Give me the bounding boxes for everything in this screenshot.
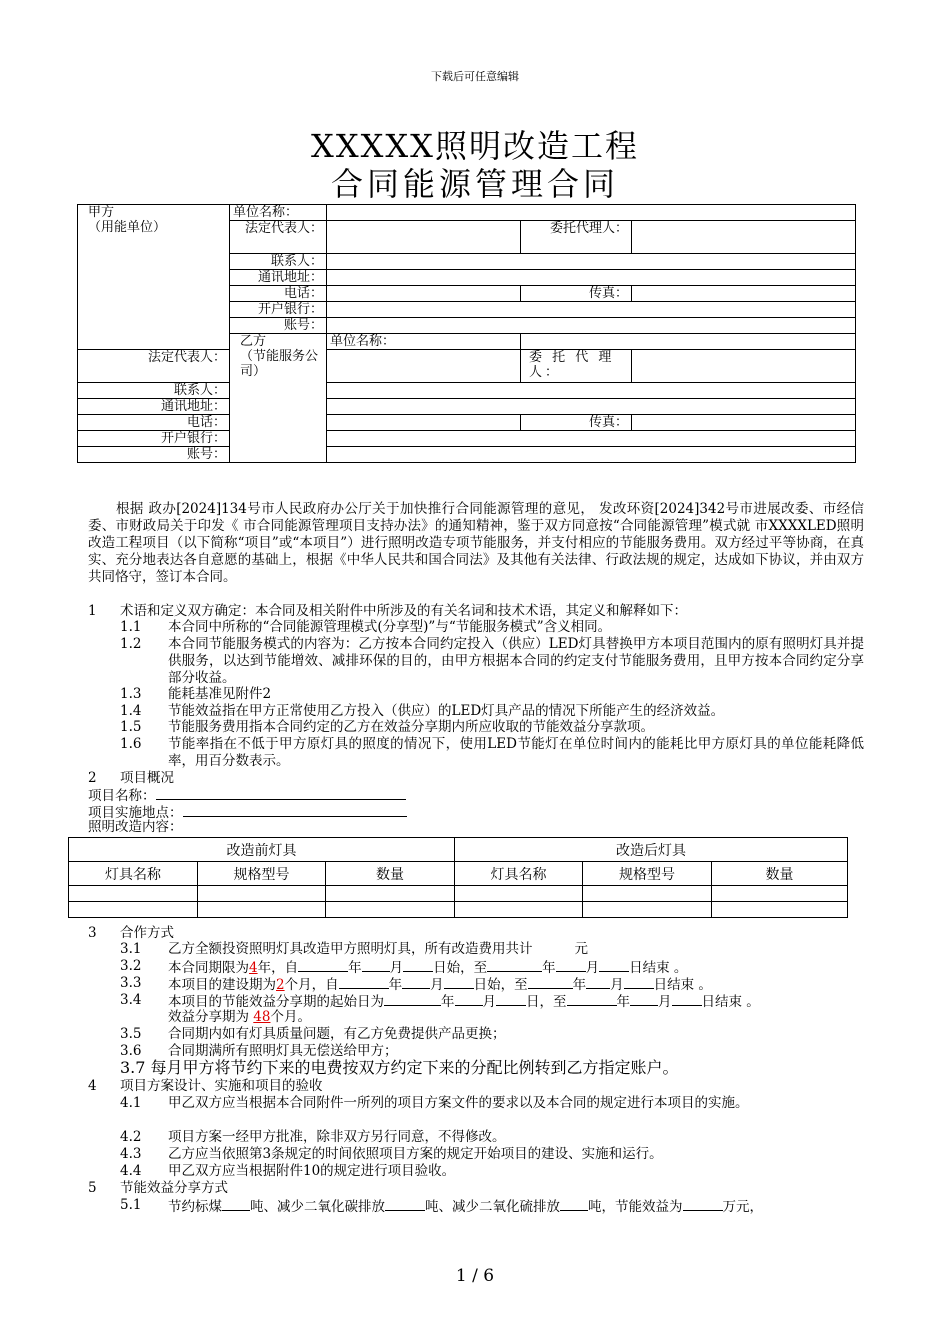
lamp-col-before-qty: 数量 bbox=[326, 862, 455, 886]
sec4-title: 项目方案设计、实施和项目的验收 bbox=[120, 1078, 323, 1094]
party-b-account-value bbox=[327, 447, 856, 463]
sec3-6-num: 3.6 bbox=[120, 1043, 142, 1059]
sec1-item-num: 1.4 bbox=[120, 703, 142, 719]
lamp-col-after-name: 灯具名称 bbox=[455, 862, 583, 886]
sec5-1-text: 节约标煤 吨、减少二氧化碳排放 吨、减少二氧化硫排放 吨，节能效益为 万元， bbox=[168, 1199, 763, 1215]
party-b-name: 乙方 bbox=[240, 334, 267, 349]
sec3-3-num: 3.3 bbox=[120, 975, 142, 991]
party-b-phone-label: 电话： bbox=[78, 415, 230, 431]
party-a-account-value bbox=[327, 318, 856, 334]
party-a-contact-value bbox=[327, 254, 856, 270]
sec3-2-text: 本合同期限为4年，自 年 月 日始，至 年 月 日结束 。 bbox=[168, 960, 688, 976]
intro-paragraph: 根据 政办[2024]134号市人民政府办公厅关于加快推行合同能源管理的意见， 发改环资[2024]342号市进展改委、市经信委、市财政局关于印发《 市合同能源管理项目支持办法》的通知精神，鉴于双方同意按“合同能源管理”模式就 市XXXXLED照明改造工程项目（以下简称“项目”或“本项目”）进行照明改造专项节能服务，并支付相应的节能服务费用。双方经过平等协商，在真实、充分地表达各自意愿的基础上，根据《中华人民共和国合同法》及其他有关法律、行政法规的规定，达成如下协议，并由双方共同恪守，签订本合同。 bbox=[88, 501, 864, 585]
sec1-item-num: 1.6 bbox=[120, 736, 142, 752]
party-b-role: （节能服务公司） bbox=[240, 349, 319, 379]
sec1-item-text: 节能率指在不低于甲方原灯具的照度的情况下，使用LED节能灯在单位时间内的能耗比甲方原灯具的单位能耗降低率，用百分数表示。 bbox=[168, 736, 864, 769]
party-b-unit-name-value bbox=[521, 334, 856, 350]
party-a-phone-label: 电话： bbox=[230, 286, 327, 302]
sec2-num: 2 bbox=[88, 770, 97, 786]
sec1-item-text: 节能服务费用指本合同约定的乙方在效益分享期内所应收取的节能效益分享款项。 bbox=[168, 719, 654, 735]
lamp-table-row bbox=[69, 886, 848, 902]
project-site-label: 项目实施地点： bbox=[88, 805, 183, 821]
sec4-item-num: 4.4 bbox=[120, 1163, 142, 1179]
party-a-address-value bbox=[327, 270, 856, 286]
sec4-num: 4 bbox=[88, 1078, 97, 1094]
parties-table bbox=[77, 204, 856, 463]
renovation-content-label: 照明改造内容： bbox=[88, 819, 183, 835]
party-b-agent-label: 委 托 代 理人： bbox=[521, 350, 632, 383]
party-a-legal-rep-value bbox=[327, 221, 521, 254]
contract-term-value: 4 bbox=[249, 960, 258, 976]
sharing-period-value: 48 bbox=[253, 1009, 271, 1025]
sec4-item-num: 4.1 bbox=[120, 1095, 142, 1111]
sec1-item-text: 节能效益指在甲方正常使用乙方投入（供应）的LED灯具产品的情况下所能产生的经济效益。 bbox=[168, 703, 725, 719]
party-a-agent-value bbox=[632, 221, 856, 254]
party-b-legal-rep-label: 法定代表人： bbox=[78, 350, 230, 383]
lamp-table-after-header: 改造后灯具 bbox=[455, 838, 848, 862]
sec3-1-text: 乙方全额投资照明灯具改造甲方照明灯具，所有改造费用共计 元 bbox=[168, 941, 588, 957]
lamp-col-before-spec: 规格型号 bbox=[198, 862, 326, 886]
construction-period-value: 2 bbox=[276, 977, 285, 993]
party-b-bank-value bbox=[327, 431, 856, 447]
sec3-7-text: 3.7 每月甲方将节约下来的电费按双方约定下来的分配比例转到乙方指定账户。 bbox=[120, 1058, 679, 1077]
sec3-5-num: 3.5 bbox=[120, 1026, 142, 1042]
contract-title-line2: 合同能源管理合同 bbox=[330, 165, 619, 203]
lamp-col-after-spec: 规格型号 bbox=[583, 862, 712, 886]
sec4-item-num: 4.3 bbox=[120, 1146, 142, 1162]
sec1-item-num: 1.1 bbox=[120, 619, 142, 635]
lamp-table-row bbox=[69, 902, 848, 918]
sec4-item-text: 乙方应当依照第3条规定的时间依照项目方案的规定开始项目的建设、实施和运行。 bbox=[168, 1146, 663, 1162]
project-site-blank bbox=[183, 803, 407, 817]
project-name-blank bbox=[156, 786, 406, 800]
party-a-address-label: 通讯地址： bbox=[230, 270, 327, 286]
sec1-item-num: 1.5 bbox=[120, 719, 142, 735]
sec4-item-text: 甲乙双方应当根据本合同附件一所列的项目方案文件的要求以及本合同的规定进行本项目的实施。 bbox=[168, 1095, 749, 1111]
party-a-name: 甲方 bbox=[88, 205, 115, 220]
sec3-5-text: 合同期内如有灯具质量问题，有乙方免费提供产品更换； bbox=[168, 1026, 506, 1042]
lamp-col-before-name: 灯具名称 bbox=[69, 862, 198, 886]
sec3-4-num: 3.4 bbox=[120, 992, 142, 1008]
sec3-1-num: 3.1 bbox=[120, 941, 142, 957]
party-a-legal-rep-label: 法定代表人： bbox=[230, 221, 327, 254]
lamp-table bbox=[68, 837, 848, 918]
sec3-num: 3 bbox=[88, 925, 97, 941]
sec3-3-text: 本项目的建设期为2个月，自 年 月 日始，至 年 月 日结束 。 bbox=[168, 977, 712, 993]
sec1-title: 术语和定义双方确定：本合同及相关附件中所涉及的有关名词和技术术语，其定义和解释如下： bbox=[120, 603, 687, 619]
party-a-fax-label: 传真： bbox=[521, 286, 632, 302]
sec4-item-text: 甲乙双方应当根据附件10的规定进行项目验收。 bbox=[168, 1163, 456, 1179]
party-b-bank-label: 开户银行： bbox=[78, 431, 230, 447]
party-a-contact-label: 联系人： bbox=[230, 254, 327, 270]
sec3-2-num: 3.2 bbox=[120, 958, 142, 974]
sec1-num: 1 bbox=[88, 603, 97, 619]
party-a-role: （用能单位） bbox=[88, 220, 167, 235]
sec1-item-text: 本合同中所称的“合同能源管理模式(分享型)”与“节能服务模式”含义相同。 bbox=[168, 619, 612, 635]
party-a-unit-name-value bbox=[327, 205, 856, 221]
party-b-fax-value bbox=[632, 415, 856, 431]
party-a-cell bbox=[78, 205, 230, 350]
lamp-table-before-header: 改造前灯具 bbox=[69, 838, 455, 862]
party-a-unit-name-label: 单位名称： bbox=[230, 205, 327, 221]
party-b-legal-rep-value bbox=[327, 350, 521, 383]
sec1-item-num: 1.3 bbox=[120, 686, 142, 702]
party-b-contact-value bbox=[327, 383, 856, 399]
sec3-4-text-cont: 效益分享期为 48个月。 bbox=[168, 1009, 311, 1025]
sec4-item-num: 4.2 bbox=[120, 1129, 142, 1145]
project-name-label: 项目名称： bbox=[88, 788, 156, 804]
party-b-agent-value bbox=[632, 350, 856, 383]
party-a-agent-label: 委托代理人： bbox=[521, 221, 632, 254]
sec5-title: 节能效益分享方式 bbox=[120, 1180, 228, 1196]
sec3-4-text: 本项目的节能效益分享期的起始日为 年 月 日，至 年 月 日结束 。 bbox=[168, 994, 760, 1010]
sec1-item-num: 1.2 bbox=[120, 636, 142, 652]
party-b-account-label: 账号： bbox=[78, 447, 230, 463]
sec1-item-text: 本合同节能服务模式的内容为：乙方按本合同约定投入（供应）LED灯具替换甲方本项目范围内的原有照明灯具并提供服务，以达到节能增效、减排环保的目的，由甲方根据本合同的约定支付节能服务费用，且甲方按本合同约定分享部分收益。 bbox=[168, 636, 864, 686]
party-b-cell bbox=[230, 334, 327, 463]
page-number: 1 / 6 bbox=[455, 1266, 495, 1286]
sec5-num: 5 bbox=[88, 1180, 97, 1196]
party-b-unit-name-label: 单位名称： bbox=[327, 334, 521, 350]
page-header: 下载后可任意编辑 bbox=[431, 70, 519, 83]
sec3-6-text: 合同期满所有照明灯具无偿送给甲方； bbox=[168, 1043, 398, 1059]
lamp-col-after-qty: 数量 bbox=[712, 862, 848, 886]
party-a-phone-value bbox=[327, 286, 521, 302]
party-a-fax-value bbox=[632, 286, 856, 302]
sec3-title: 合作方式 bbox=[120, 925, 174, 941]
sec4-item-text: 项目方案一经甲方批准，除非双方另行同意，不得修改。 bbox=[168, 1129, 506, 1145]
party-a-bank-label: 开户银行： bbox=[230, 302, 327, 318]
contract-title-line1: XXXXX照明改造工程 bbox=[311, 127, 639, 165]
sec1-item-text: 能耗基准见附件2 bbox=[168, 686, 272, 702]
party-a-bank-value bbox=[327, 302, 856, 318]
party-b-fax-label: 传真： bbox=[521, 415, 632, 431]
sec5-1-num: 5.1 bbox=[120, 1197, 142, 1213]
party-b-phone-value bbox=[327, 415, 521, 431]
sec2-title: 项目概况 bbox=[120, 770, 174, 786]
party-b-contact-label: 联系人： bbox=[78, 383, 230, 399]
party-a-account-label: 账号： bbox=[230, 318, 327, 334]
party-b-address-value bbox=[327, 399, 856, 415]
party-b-address-label: 通讯地址： bbox=[78, 399, 230, 415]
